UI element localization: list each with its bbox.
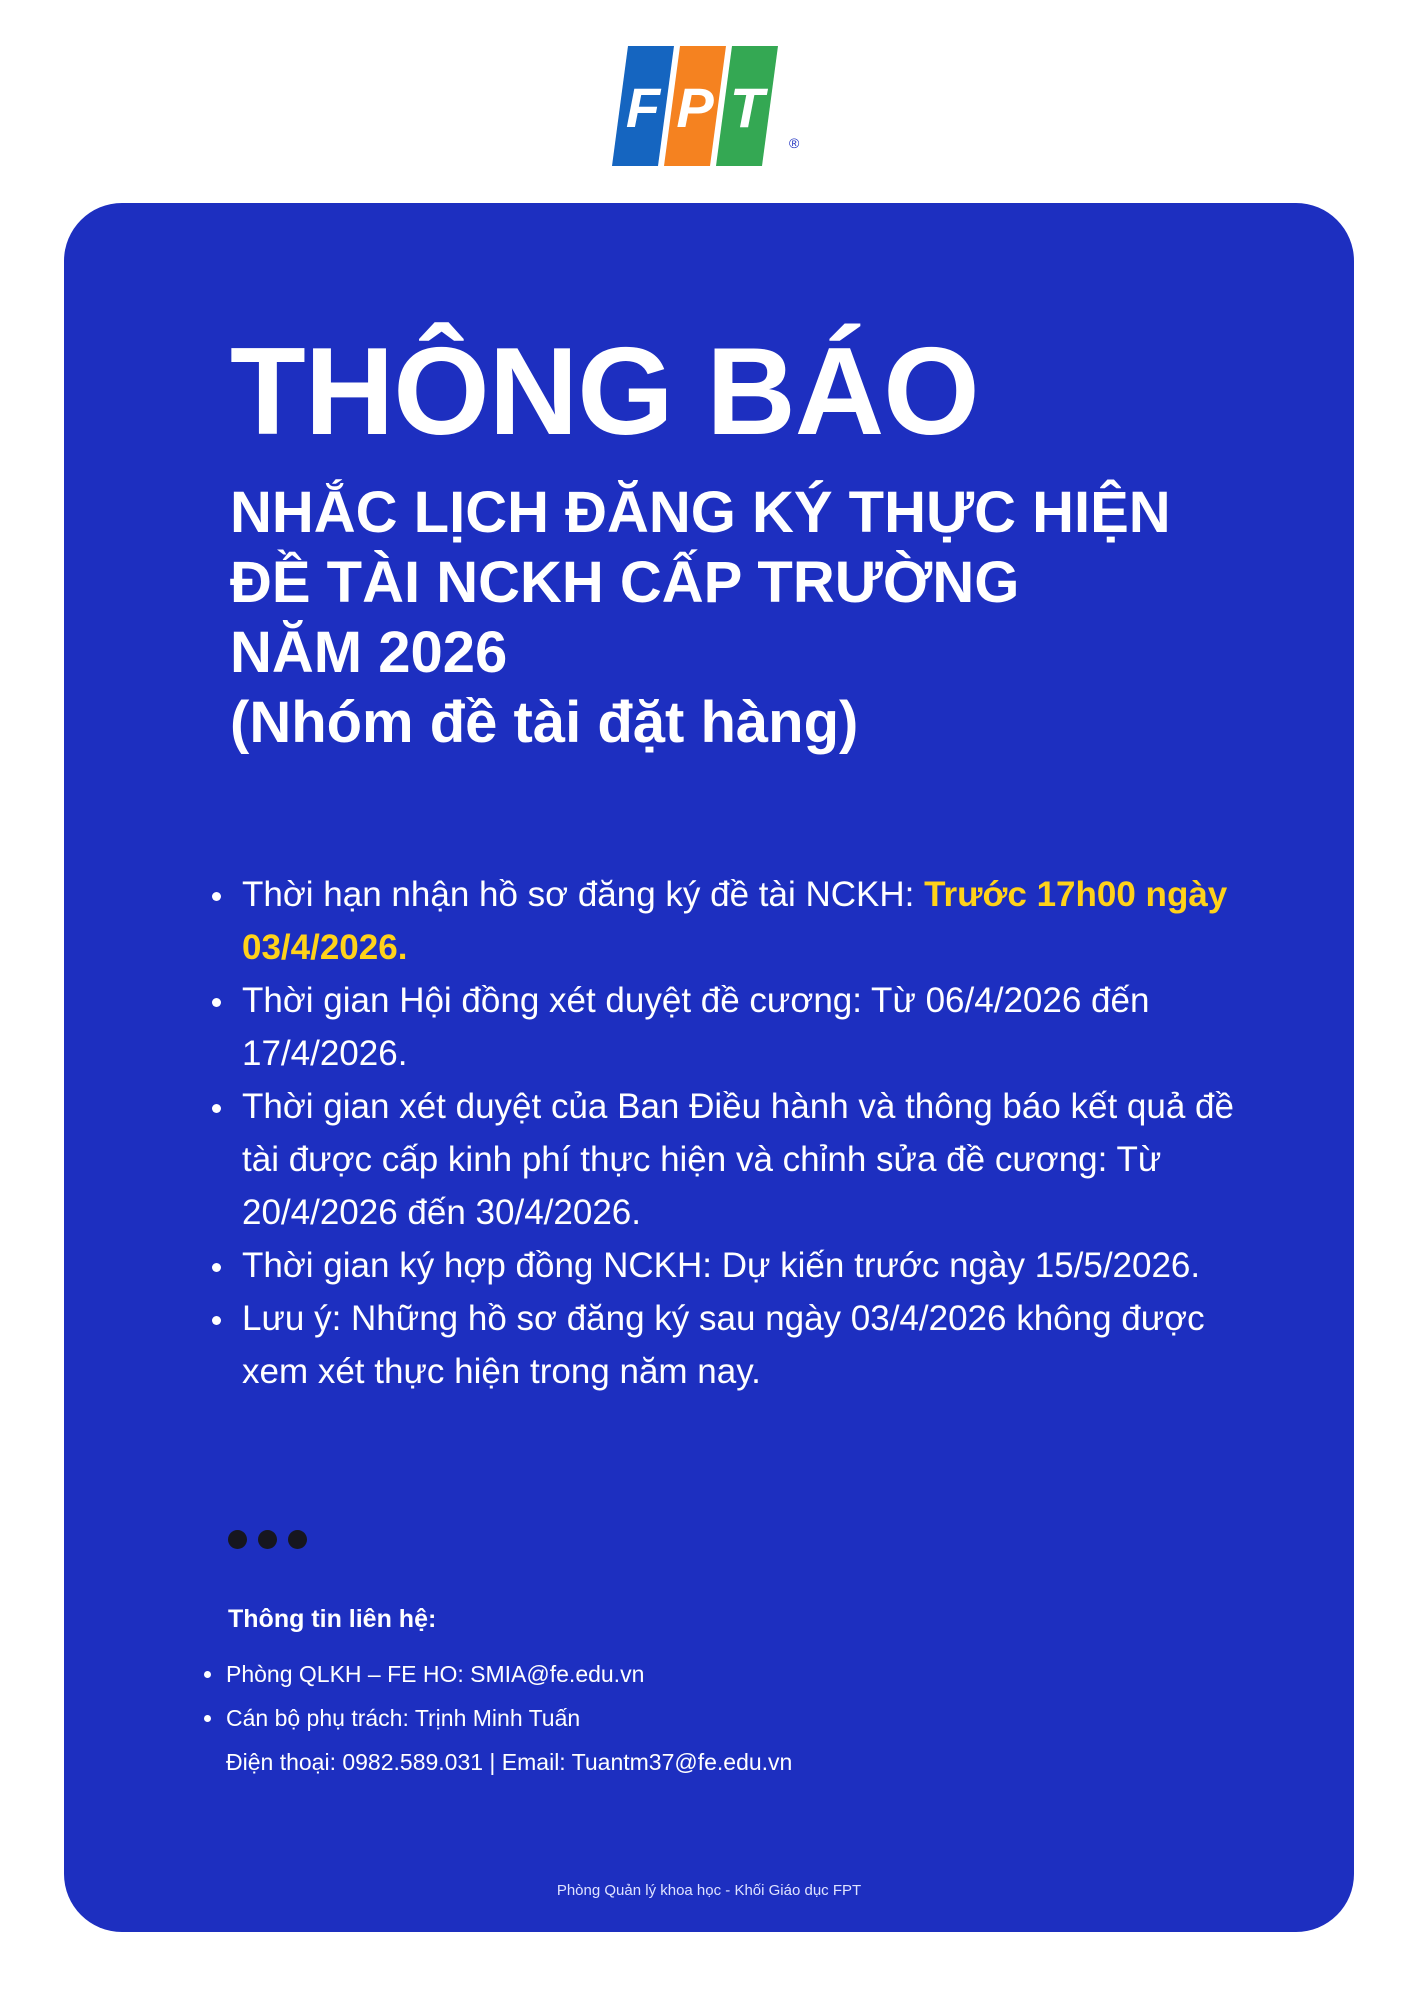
subtitle-line: NHẮC LỊCH ĐĂNG KÝ THỰC HIỆN (230, 480, 1171, 545)
subtitle-line: NĂM 2026 (230, 620, 508, 685)
list-item-contract (200, 1239, 1280, 1292)
dot-icon (288, 1530, 307, 1549)
logo-letter-t: T (729, 76, 765, 139)
list-item-review (200, 974, 1280, 1080)
page-title: THÔNG BÁO (230, 323, 979, 461)
contact-phone-email: Điện thoại: 0982.589.031 | Email: Tuantm37@fe.edu.vn (226, 1749, 793, 1775)
logo-letter-f: F (625, 76, 661, 139)
dot-icon (258, 1530, 277, 1549)
logo-registered-mark: ® (789, 135, 800, 151)
dot-icon (228, 1530, 247, 1549)
contact-office: Phòng QLKH – FE HO: SMIA@fe.edu.vn (196, 1652, 792, 1696)
list-item-text: Thời gian xét duyệt của Ban Điều hành và thông báo kết quả đề tài được cấp kinh phí thực hiện và chỉnh sửa đề cương: Từ 20/4/2026 đến 30/4/2026. (242, 1087, 1234, 1232)
list-item-note (200, 1292, 1280, 1398)
list-item-text: Thời hạn nhận hồ sơ đăng ký đề tài NCKH: (242, 875, 925, 914)
logo-letter-p: P (676, 76, 714, 139)
footer-text: Phòng Quản lý khoa học - Khối Giáo dục FPT (556, 1882, 862, 1899)
list-item-text: Lưu ý: Những hồ sơ đăng ký sau ngày 03/4/2026 không được xem xét thực hiện trong năm nay. (242, 1299, 1205, 1391)
subtitle-line: ĐỀ TÀI NCKH CẤP TRƯỜNG (230, 550, 1020, 615)
list-item-text: Thời gian ký hợp đồng NCKH: Dự kiến trước ngày 15/5/2026. (242, 1246, 1201, 1285)
list-item-deadline (200, 868, 1280, 974)
schedule-list (200, 868, 1280, 1398)
deadline-highlight: Trước 17h00 ngày 03/4/2026. (242, 875, 1228, 967)
contact-heading: Thông tin liên hệ: (228, 1605, 437, 1633)
list-item-board-review (200, 1080, 1280, 1239)
list-item-text: Thời gian Hội đồng xét duyệt đề cương: Từ 06/4/2026 đến 17/4/2026. (242, 981, 1150, 1073)
contact-list (196, 1652, 792, 1784)
subtitle-line: (Nhóm đề tài đặt hàng) (230, 690, 859, 755)
ellipsis-dots (228, 1530, 307, 1549)
contact-person: Cán bộ phụ trách: Trịnh Minh Tuấn (196, 1696, 792, 1740)
notice-subtitle (230, 478, 1340, 758)
fpt-logo (592, 44, 812, 168)
